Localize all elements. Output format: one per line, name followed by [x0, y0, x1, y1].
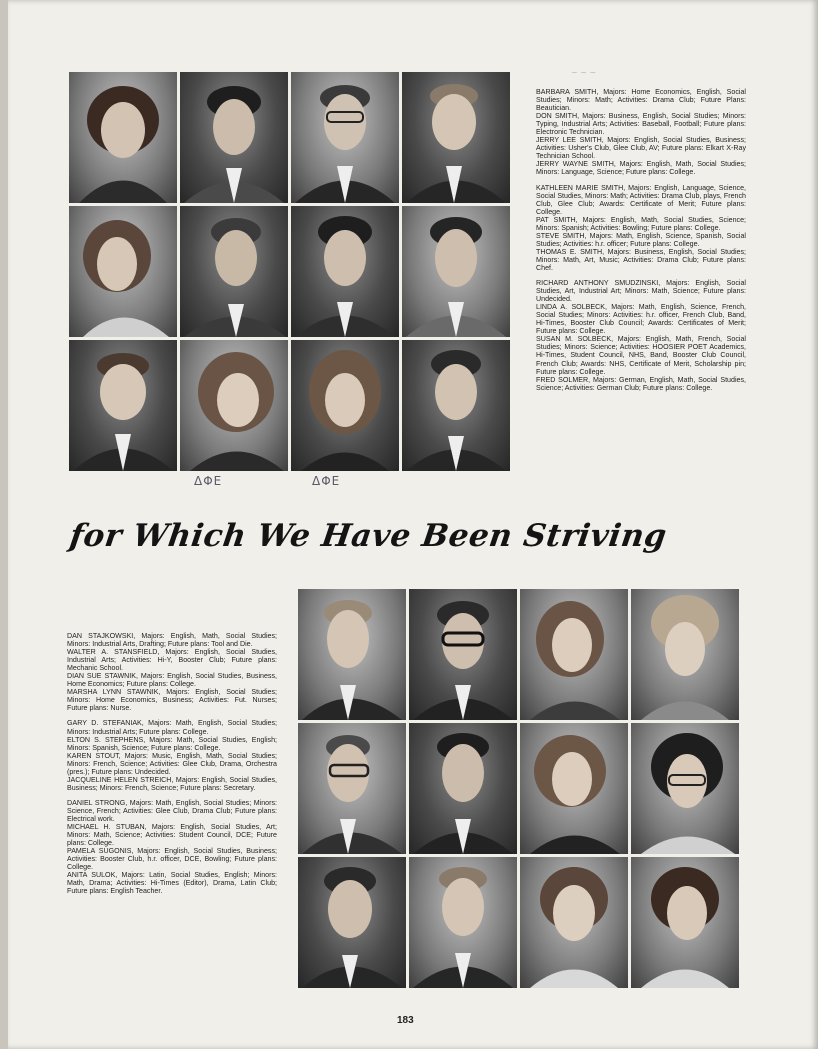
student-bio: THOMAS E. SMITH, Majors: Business, English, Social Studies; Minors: Math, Art, Music; Activities: Drama Club; Future plans: Chef. — [536, 247, 746, 272]
student-bio: PAT SMITH, Majors: English, Math, Social Studies, Science; Minors: Spanish; Activities: Bowling; Future plans: College. — [536, 215, 746, 232]
page-heading: for Which We Have Been Striving — [67, 518, 670, 554]
bio-group — [67, 719, 277, 791]
portrait-photo — [180, 206, 288, 337]
student-bio: STEVE SMITH, Majors: Math, English, Science, Spanish, Social Studies; Activities: h.r. officer; Future plans: College. — [536, 231, 746, 248]
portrait-photo — [631, 589, 739, 720]
bio-group — [67, 799, 277, 896]
bio-group — [536, 88, 746, 177]
portrait-photo — [180, 72, 288, 203]
portrait-photo — [402, 206, 510, 337]
page-number: 183 — [397, 1015, 414, 1026]
handwritten-note: ΔΦE — [194, 474, 223, 488]
bio-group — [536, 279, 746, 392]
student-bio: MICHAEL H. STUBAN, Majors: English, Social Studies, Art; Minors: Math, Science; Activities: Student Council, DCE; Future plans: College. — [67, 823, 277, 848]
portrait-photo — [298, 723, 406, 854]
top-bios-column — [536, 88, 746, 399]
portrait-photo — [402, 72, 510, 203]
top-photo-grid — [69, 72, 510, 471]
student-bio: GARY D. STEFANIAK, Majors: Math, English, Social Studies; Minors: Industrial Arts; Future plans: College. — [67, 719, 277, 736]
pencil-mark: ~ ~ ~ — [571, 68, 597, 77]
portrait-photo — [402, 340, 510, 471]
student-bio: RICHARD ANTHONY SMUDZINSKI, Majors: English, Social Studies, Art, Industrial Art; Minors: Math, Science; Future plans: Undecided. — [536, 279, 746, 304]
student-bio: DON SMITH, Majors: Business, English, Social Studies; Minors: Typing, Industrial Arts; Activities: Baseball, Football; Future plans: Electronic Technician. — [536, 112, 746, 137]
student-bio: LINDA A. SOLBECK, Majors: Math, English, Science, French, Social Studies; Minors: Activities: h.r. officer, French Club, Band, Hi-Times, Booster Club Council; Awards: Certificates of Merit; Future plans: College. — [536, 303, 746, 336]
student-bio: DAN STAJKOWSKI, Majors: English, Math, Social Studies; Minors: Industrial Arts, Drafting; Future plans: Tool and Die. — [67, 632, 277, 649]
student-bio: ANITA SULOK, Majors: Latin, Social Studies, English; Minors: Math, Drama; Activities: Hi-Times (Editor), Drama, Latin Club; Future plans: English Teacher. — [67, 871, 277, 896]
student-bio: JERRY WAYNE SMITH, Majors: English, Math, Social Studies; Minors: Language, Science; Future plans: College. — [536, 160, 746, 177]
yearbook-page — [8, 0, 818, 1049]
handwritten-note: ΔΦE — [312, 474, 341, 488]
bottom-photo-grid — [298, 589, 739, 988]
bio-group — [67, 632, 277, 712]
portrait-photo — [291, 206, 399, 337]
portrait-photo — [291, 72, 399, 203]
portrait-photo — [69, 206, 177, 337]
portrait-photo — [520, 589, 628, 720]
student-bio: BARBARA SMITH, Majors: Home Economics, English, Social Studies; Minors: Math; Activities: Drama Club; Future Plans: Beautician. — [536, 88, 746, 113]
portrait-photo — [409, 589, 517, 720]
bio-group — [536, 184, 746, 273]
student-bio: JERRY LEE SMITH, Majors: English, Social Studies, Business; Activities: Usher's Club, Glee Club, AV; Future plans: Elkart X-Ray Technician School. — [536, 136, 746, 161]
student-bio: FRED SOLMER, Majors: German, English, Math, Social Studies, Science; Activities: German Club; Future plans: College. — [536, 375, 746, 392]
portrait-photo — [69, 340, 177, 471]
portrait-photo — [520, 723, 628, 854]
portrait-photo — [298, 857, 406, 988]
student-bio: MARSHA LYNN STAWNIK, Majors: English, Social Studies; Minors: Home Economics, Business; Activities: Fut. Nurses; Future plans: Nurse. — [67, 688, 277, 713]
portrait-photo — [180, 340, 288, 471]
portrait-photo — [631, 857, 739, 988]
student-bio: ELTON S. STEPHENS, Majors: Math, Social Studies, English; Minors: Spanish, Science; Future plans: College. — [67, 735, 277, 752]
bottom-bios-column — [67, 632, 277, 902]
student-bio: SUSAN M. SOLBECK, Majors: English, Math, French, Social Studies; Minors: Science; Activities: HOOSIER POET Academics, Hi-Times, Student Council, NHS, Band, Booster Club Council, French Club; Awards: NHS, Certificate of Merit, Scholarship pin; Future plans: College. — [536, 335, 746, 376]
student-bio: KATHLEEN MARIE SMITH, Majors: English, Language, Science, Social Studies, Minors: Math; Activities: Drama Club, plays, French Club, Glee Club; Awards: Certificate of Merit; Future plans: College. — [536, 183, 746, 216]
portrait-photo — [409, 857, 517, 988]
student-bio: DANIEL STRONG, Majors: Math, English, Social Studies; Minors: Science, French; Activities: Glee Club, Drama Club; Future plans: Electrical work. — [67, 798, 277, 823]
portrait-photo — [291, 340, 399, 471]
student-bio: KAREN STOUT, Majors: Music, English, Math, Social Studies; Minors: French, Science; Activities: Glee Club, Drama, Orchestra (pres.); Future plans: Undecided. — [67, 751, 277, 776]
portrait-photo — [298, 589, 406, 720]
student-bio: JACQUELINE HELEN STREICH, Majors: English, Social Studies, Business; Minors: French, Science; Future plans: Secretary. — [67, 775, 277, 792]
student-bio: PAMELA SUGONIS, Majors: English, Social Studies, Business; Activities: Booster Club, h.r. officer, DCE, Bowling; Future plans: College. — [67, 847, 277, 872]
student-bio: WALTER A. STANSFIELD, Majors: English, Social Studies, Industrial Arts; Activities: Hi-Y, Booster Club; Future plans: Mechanic School. — [67, 648, 277, 673]
portrait-photo — [69, 72, 177, 203]
portrait-photo — [631, 723, 739, 854]
portrait-photo — [520, 857, 628, 988]
portrait-photo — [409, 723, 517, 854]
student-bio: DIAN SUE STAWNIK, Majors: English, Social Studies, Business, Home Economics; Future plans: College. — [67, 672, 277, 689]
